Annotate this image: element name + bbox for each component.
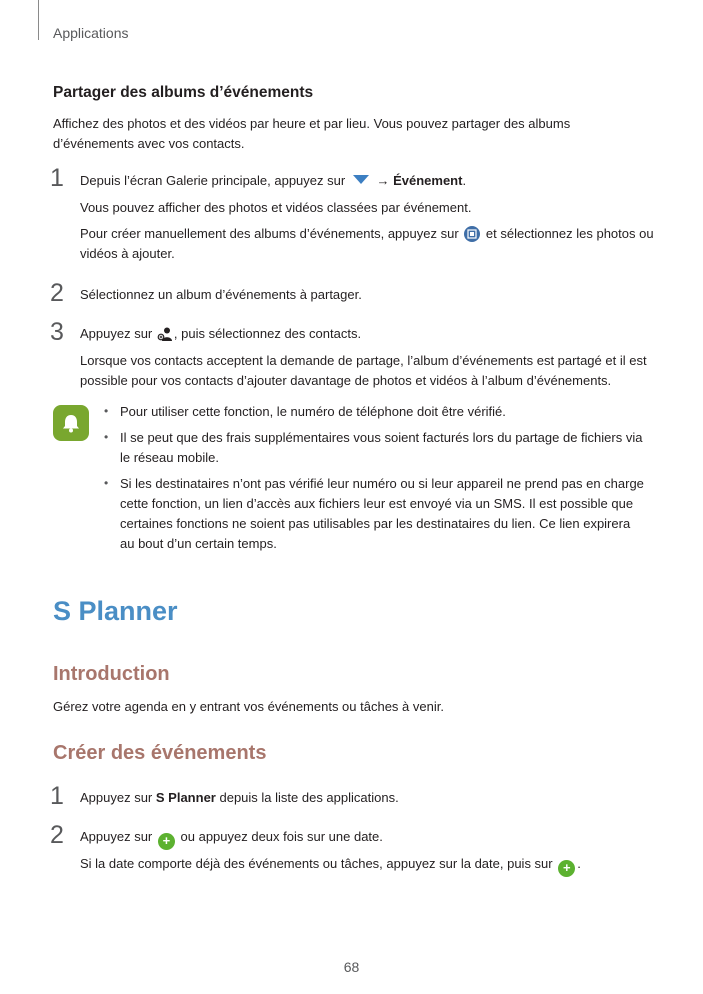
introduction-heading: Introduction bbox=[53, 663, 170, 685]
step-number: 3 bbox=[50, 318, 64, 346]
note-item: Pour utiliser cette fonction, le numéro de téléphone doit être vérifié. bbox=[120, 404, 506, 419]
note-bell-icon bbox=[53, 405, 89, 441]
step-2-text: Sélectionnez un album d’événements à partager. bbox=[80, 287, 362, 302]
bullet: • bbox=[104, 404, 109, 418]
s-planner-title: S Planner bbox=[53, 596, 178, 626]
section-label: Applications bbox=[53, 25, 129, 41]
step-text-part: depuis la liste des applications. bbox=[219, 790, 399, 805]
create-album-icon bbox=[464, 226, 480, 242]
event-label: Événement bbox=[393, 173, 463, 188]
note-item: Il se peut que des frais supplémentaires vous soient facturés lors du partage de fichiers via le réseau mobile. bbox=[120, 430, 643, 465]
step-number: 1 bbox=[50, 164, 64, 192]
s-planner-label: S Planner bbox=[155, 790, 216, 805]
page-number: 68 bbox=[343, 959, 360, 975]
planner-step-2 bbox=[80, 827, 660, 850]
share-albums-intro: Affichez des photos et des vidéos par heure et par lieu. Vous pouvez partager des albums d’événements avec vos contacts. bbox=[53, 116, 571, 151]
period: . bbox=[462, 173, 467, 188]
add-icon: + bbox=[558, 860, 575, 877]
dropdown-icon bbox=[353, 175, 369, 184]
step-text-part: Appuyez sur bbox=[80, 790, 153, 805]
step-3-text bbox=[80, 324, 660, 344]
step-text-part: et sélectionnez les photos ou vidéos à ajouter. bbox=[80, 226, 654, 261]
bullet: • bbox=[104, 430, 109, 444]
step-1-create bbox=[80, 224, 660, 264]
arrow-glyph: → bbox=[376, 173, 390, 188]
add-icon: + bbox=[158, 833, 175, 850]
step-number: 1 bbox=[50, 782, 64, 810]
step-text-part: Depuis l’écran Galerie principale, appuyez sur bbox=[80, 173, 346, 188]
step-text-part: Appuyez sur bbox=[80, 829, 153, 844]
step-3-detail: Lorsque vos contacts acceptent la demande de partage, l’album d’événements est partagé et il est possible pour vos contacts d’ajouter davantage de photos et vidéos à l’album d’événements. bbox=[80, 353, 647, 388]
bullet: • bbox=[104, 476, 109, 490]
step-text-part: Appuyez sur bbox=[80, 326, 153, 341]
step-number: 2 bbox=[50, 821, 64, 849]
create-events-heading: Créer des événements bbox=[53, 742, 267, 764]
planner-step-1 bbox=[80, 788, 660, 808]
period: . bbox=[577, 856, 581, 871]
header-rule bbox=[38, 0, 39, 40]
planner-step-2-detail bbox=[80, 854, 660, 877]
step-text-part: Pour créer manuellement des albums d’événements, appuyez sur bbox=[80, 226, 459, 241]
step-text-part: Si la date comporte déjà des événements ou tâches, appuyez sur la date, puis sur bbox=[80, 856, 553, 871]
step-1-detail: Vous pouvez afficher des photos et vidéos classées par événement. bbox=[80, 200, 472, 215]
share-contacts-icon bbox=[157, 326, 173, 342]
step-number: 2 bbox=[50, 279, 64, 307]
step-1-text bbox=[80, 171, 660, 191]
step-text-part: ou appuyez deux fois sur une date. bbox=[180, 829, 383, 844]
share-albums-heading: Partager des albums d’événements bbox=[53, 84, 314, 101]
step-text-part: , puis sélectionnez des contacts. bbox=[173, 326, 362, 341]
introduction-text: Gérez votre agenda en y entrant vos événements ou tâches à venir. bbox=[53, 699, 444, 714]
note-item: Si les destinataires n’ont pas vérifié leur numéro ou si leur appareil ne prend pas en charge cette fonction, un lien d’accès aux fichiers leur est envoyé via un SMS. Il est possible que certaines fonctions ne soient pas utilisables par les destinataires du lien. Ce lien expirera au bout d’un certain temps. bbox=[120, 476, 644, 551]
